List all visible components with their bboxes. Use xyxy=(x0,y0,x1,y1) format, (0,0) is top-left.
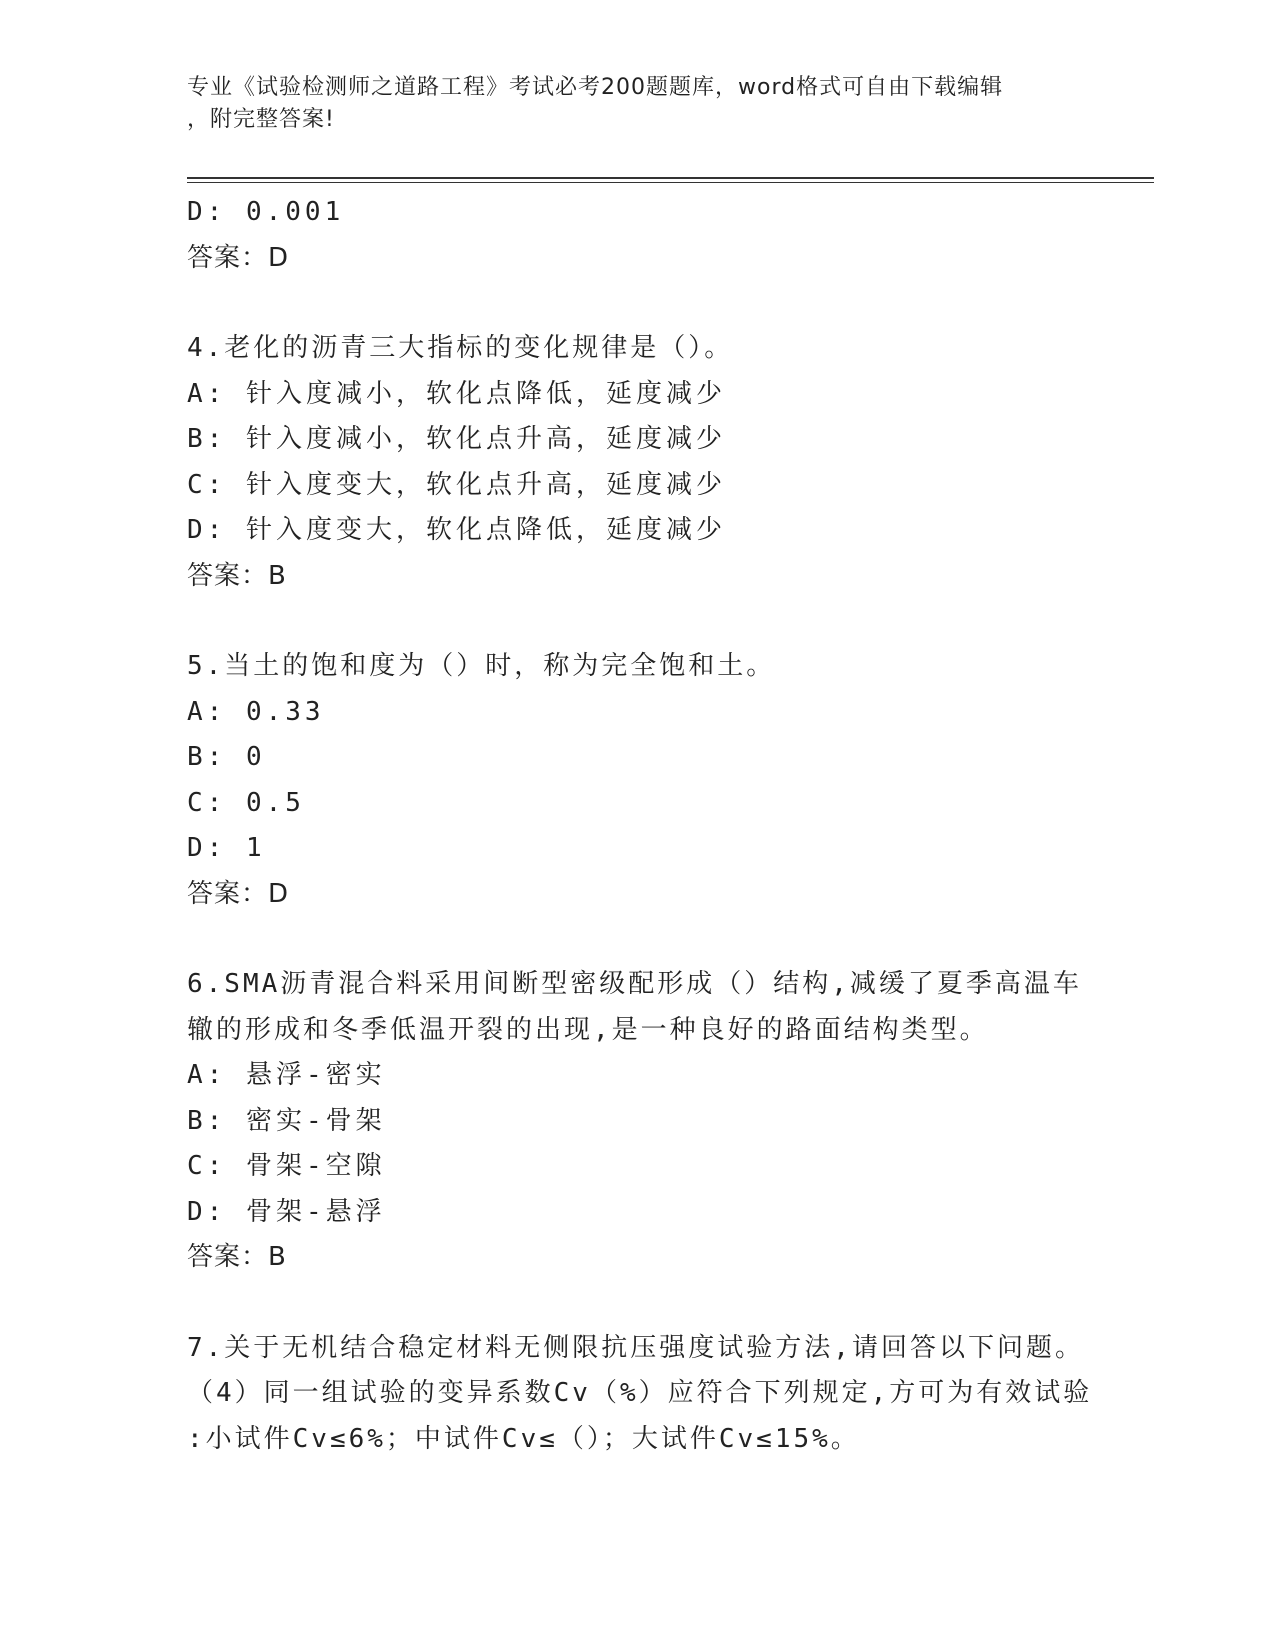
answer-q3: 答案：D xyxy=(187,242,290,273)
option-d: D: 1 xyxy=(187,833,266,863)
question-stem-line2: 辙的形成和冬季低温开裂的出现,是一种良好的路面结构类型。 xyxy=(187,1014,989,1045)
option-c: C: 骨架-空隙 xyxy=(187,1151,386,1181)
option-c: C: 针入度变大，软化点升高，延度减少 xyxy=(187,469,726,500)
option-b: B: 密实-骨架 xyxy=(187,1105,386,1136)
spacer xyxy=(187,281,1087,326)
header-title-line2: ，附完整答案! xyxy=(187,107,335,132)
option-d: D: 骨架-悬浮 xyxy=(187,1196,386,1227)
question-stem: 4.老化的沥青三大指标的变化规律是（）。 xyxy=(187,333,734,363)
question-6 xyxy=(187,962,1087,1281)
answer: 答案：D xyxy=(187,878,290,909)
document-header xyxy=(187,72,1087,136)
question-stem-line1: 7.关于无机结合稳定材料无侧限抗压强度试验方法,请回答以下问题。 xyxy=(187,1332,1084,1363)
option-a: A: 0.33 xyxy=(187,696,325,727)
spacer xyxy=(187,599,1087,644)
option-b: B: 0 xyxy=(187,742,266,772)
question-stem: 5.当土的饱和度为（）时，称为完全饱和土。 xyxy=(187,651,776,681)
header-title-line1: 专业《试验检测师之道路工程》考试必考200题题库，word格式可自由下载编辑 xyxy=(187,75,1004,100)
header-divider-thick xyxy=(187,177,1154,179)
question-stem-line3: :小试件Cv≤6%；中试件Cv≤（）；大试件Cv≤15%。 xyxy=(187,1423,860,1454)
option-d-q3: D: 0.001 xyxy=(187,197,345,227)
spacer xyxy=(187,1281,1087,1326)
question-list xyxy=(187,190,1093,1462)
spacer xyxy=(187,917,1087,962)
option-a: A: 悬浮-密实 xyxy=(187,1060,386,1090)
question-stem-line1: 6.SMA沥青混合料采用间断型密级配形成（）结构,减缓了夏季高温车 xyxy=(187,969,1082,999)
header-divider-thin xyxy=(187,182,1154,183)
question-4 xyxy=(187,326,1087,599)
answer: 答案：B xyxy=(187,560,287,591)
question-5 xyxy=(187,644,1087,917)
answer: 答案：B xyxy=(187,1242,287,1272)
question-7 xyxy=(187,1326,1093,1463)
question-stem-line2: （4）同一组试验的变异系数Cv（%）应符合下列规定,方可为有效试验 xyxy=(187,1378,1093,1408)
option-b: B: 针入度减小，软化点升高，延度减少 xyxy=(187,424,726,454)
option-c: C: 0.5 xyxy=(187,787,305,818)
option-a: A: 针入度减小，软化点降低，延度减少 xyxy=(187,378,726,409)
option-d: D: 针入度变大，软化点降低，延度减少 xyxy=(187,515,726,545)
